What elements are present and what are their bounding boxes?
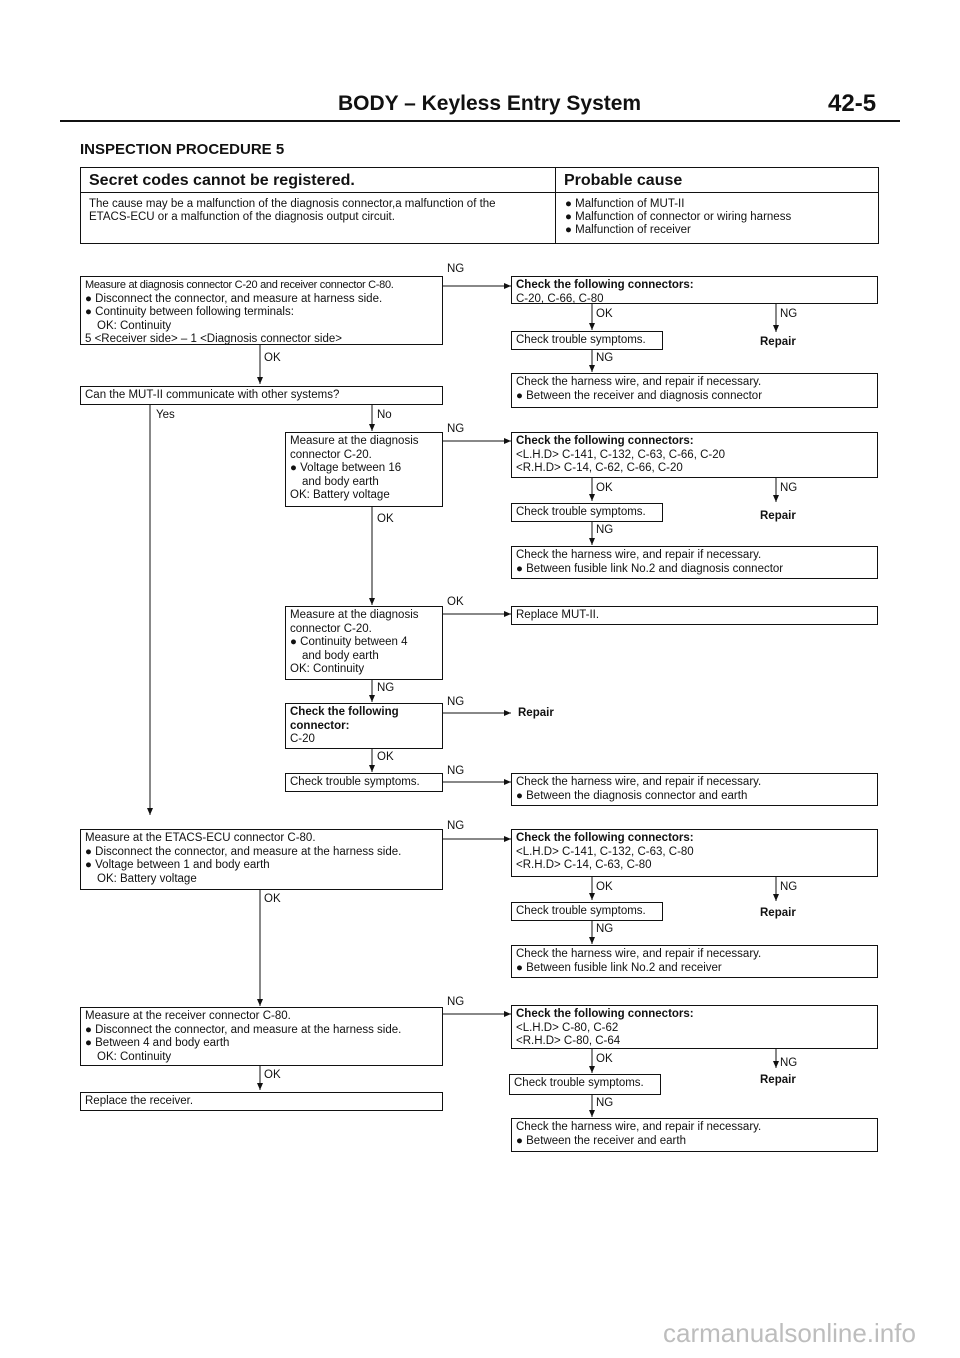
ng-label: NG (596, 923, 614, 935)
symptom-title: Secret codes cannot be registered. (89, 172, 355, 189)
ok-label: OK (596, 482, 613, 494)
ok-label: OK (264, 352, 281, 364)
repair-label: Repair (518, 707, 554, 719)
step7-box: Measure at the ETACS-ECU connector C-80. ● Disconnect the connector, and measure at the harness side. ● Voltage between 1 and body earth OK: Battery voltage (80, 829, 443, 890)
step6-box: Check trouble symptoms. (285, 773, 443, 792)
check-trouble-symptoms-3: Check trouble symptoms. (511, 902, 663, 921)
ng-label: NG (780, 308, 798, 320)
ok-label: OK (596, 308, 613, 320)
ok-label: OK (264, 893, 281, 905)
ng-label: NG (447, 996, 465, 1008)
harness-check-3: Check the harness wire, and repair if necessary. ● Between fusible link No.2 and receiver (511, 945, 878, 978)
ng-label: NG (447, 263, 465, 275)
ok-label: OK (596, 881, 613, 893)
ng-label: NG (447, 696, 465, 708)
harness-check-1: Check the harness wire, and repair if necessary. ● Between the receiver and diagnosis connector (511, 373, 878, 408)
ok-label: OK (447, 596, 464, 608)
ng-label: NG (780, 881, 798, 893)
ok-label: OK (377, 751, 394, 763)
ng-label: NG (377, 682, 395, 694)
repair-label: Repair (760, 510, 796, 522)
check-trouble-symptoms-4: Check trouble symptoms. (509, 1074, 661, 1095)
replace-receiver-box: Replace the receiver. (80, 1092, 443, 1111)
ng-label: NG (447, 820, 465, 832)
check-trouble-symptoms-1: Check trouble symptoms. (511, 331, 663, 350)
procedure-title: INSPECTION PROCEDURE 5 (80, 141, 285, 158)
replace-mut-box: Replace MUT-II. (511, 606, 878, 625)
step7-ng-check: Check the following connectors: <L.H.D> C-141, C-132, C-63, C-80 <R.H.D> C-14, C-63, C-80 (511, 829, 878, 877)
no-label: No (377, 409, 392, 421)
harness-check-diag-earth: Check the harness wire, and repair if necessary. ● Between the diagnosis connector and earth (511, 773, 878, 806)
harness-check-2: Check the harness wire, and repair if necessary. ● Between fusible link No.2 and diagnosis connector (511, 546, 878, 579)
ok-label: OK (377, 513, 394, 525)
step3-box: Measure at the diagnosis connector C-20. ● Voltage between 16 and body earth OK: Battery voltage (285, 432, 443, 507)
step4-box: Measure at the diagnosis connector C-20. ● Continuity between 4 and body earth OK: Continuity (285, 606, 443, 680)
step2-box: Can the MUT-II communicate with other systems? (80, 386, 443, 405)
ng-label: NG (780, 482, 798, 494)
ng-label: NG (596, 1097, 614, 1109)
repair-label: Repair (760, 1074, 796, 1086)
repair-label: Repair (760, 907, 796, 919)
yes-label: Yes (156, 409, 175, 421)
probable-cause-title: Probable cause (564, 172, 683, 189)
ng-label: NG (780, 1057, 798, 1069)
repair-label: Repair (760, 336, 796, 348)
ng-label: NG (596, 352, 614, 364)
step1-ng-check: Check the following connectors: C-20, C-66, C-80 (511, 276, 878, 304)
page-number: 42-5 (828, 90, 877, 117)
ng-label: NG (447, 765, 465, 777)
step3-ng-check: Check the following connectors: <L.H.D> C-141, C-132, C-63, C-66, C-20 <R.H.D> C-14, C-62, C-66, C-20 (511, 432, 878, 478)
symptom-text: The cause may be a malfunction of the diagnosis connector,a malfunction of the ETACS-ECU or a malfunction of the diagnosis output circuit. (89, 198, 496, 223)
ok-label: OK (596, 1053, 613, 1065)
ng-label: NG (596, 524, 614, 536)
watermark: carmanualsonline.info (663, 1318, 916, 1348)
ng-label: NG (447, 423, 465, 435)
causes-list: ● Malfunction of MUT-II ● Malfunction of connector or wiring harness ● Malfunction of receiver (565, 198, 792, 236)
step8-box: Measure at the receiver connector C-80. ● Disconnect the connector, and measure at the harness side. ● Between 4 and body earth OK: Continuity (80, 1007, 443, 1066)
harness-check-4: Check the harness wire, and repair if necessary. ● Between the receiver and earth (511, 1118, 878, 1152)
section-title: BODY – Keyless Entry System (338, 92, 642, 115)
step1-box: Measure at diagnosis connector C-20 and receiver connector C-80. ● Disconnect the connector, and measure at harness side. ● Continuity between following terminals: OK: Continuity 5 <Receiver side> – 1 <Diagnosis connector side> (80, 276, 443, 345)
ok-label: OK (264, 1069, 281, 1081)
step8-ng-check: Check the following connectors: <L.H.D> C-80, C-62 <R.H.D> C-80, C-64 (511, 1005, 878, 1049)
step5-box: Check the following connector: C-20 (285, 703, 443, 749)
check-trouble-symptoms-2: Check trouble symptoms. (511, 503, 663, 522)
